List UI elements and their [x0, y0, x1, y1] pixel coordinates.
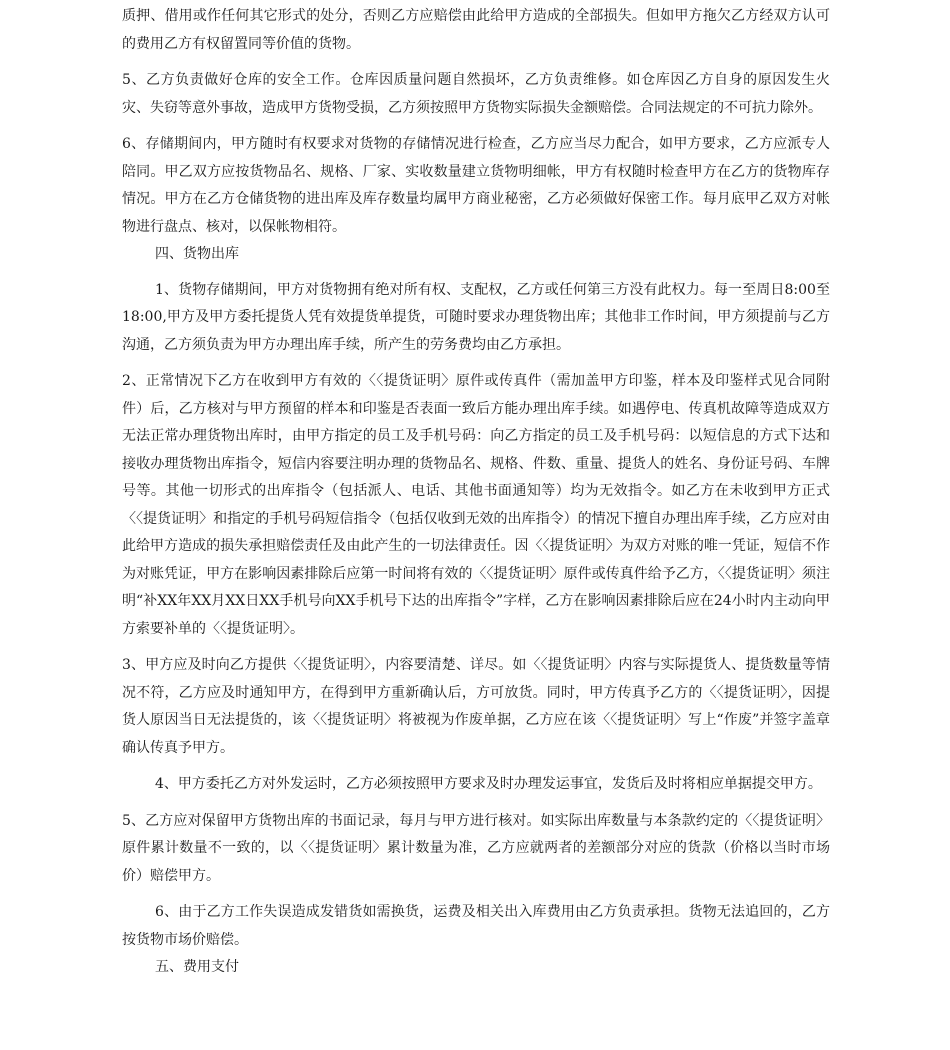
paragraph-outbound-5: 5、乙方应对保留甲方货物出库的书面记录，每月与甲方进行核对。如实际出库数量与本条款约定的〈〈提货证明〉原件累计数量不一致的，以〈〈提货证明〉累计数量为准，乙方应就两者的差额部分对应的货款（价格以当时市场价）赔偿甲方。 — [122, 812, 830, 884]
paragraph-continuation: 质押、借用或作任何其它形式的处分，否则乙方应赔偿由此给甲方造成的全部损失。但如甲方拖欠乙方经双方认可的费用乙方有权留置同等价值的货物。 — [122, 8, 830, 52]
section-heading-payment: 五、费用支付 — [155, 959, 239, 975]
paragraph-outbound-6: 6、由于乙方工作失误造成发错货如需换货，运费及相关出入库费用由乙方负责承担。货物无法追回的，乙方按货物市场价赔偿。 — [122, 904, 830, 948]
paragraph-outbound-1: 1、货物存储期间，甲方对货物拥有绝对所有权、支配权，乙方或任何第三方没有此权力。每一至周日8:00至18:00,甲方及甲方委托提货人凭有效提货单提货，可随时要求办理货物出库；其他非工作时间，甲方须提前与乙方沟通，乙方须负责为甲方办理出库手续，所产生的劳务费均由乙方承担。 — [122, 281, 830, 353]
paragraph-outbound-2: 2、正常情况下乙方在收到甲方有效的〈〈提货证明〉原件或传真件（需加盖甲方印鉴，样本及印鉴样式见合同附件）后，乙方核对与甲方预留的样本和印鉴是否表面一致后方能办理出库手续。如遇停电、传真机故障等造成双方无法正常办理货物出库时，由甲方指定的员工及手机号码：向乙方指定的员工及手机号码：以短信息的方式下达和接收办理货物出库指令，短信内容要注明办理的货物品名、规格、件数、重量、提货人的姓名、身份证号码、车牌号等。其他一切形式的出库指令（包括派人、电话、其他书面通知等）均为无效指令。如乙方在未收到甲方正式〈〈提货证明〉和指定的手机号码短信指令（包括仅收到无效的出库指令）的情况下擅自办理出库手续，乙方应对由此给甲方造成的损失承担赔偿责任及由此产生的一切法律责任。因〈〈提货证明〉为双方对账的唯一凭证，短信不作为对账凭证，甲方在影响因素排除后应第一时间将有效的〈〈提货证明〉原件或传真件给予乙方，〈〈提货证明〉须注明“补XX年XX月XX日XX手机号向XX手机号下达的出库指令”字样，乙方在影响因素排除后应在24小时内主动向甲方索要补单的〈〈提货证明〉。 — [122, 373, 830, 637]
paragraph-outbound-3: 3、甲方应及时向乙方提供〈〈提货证明〉，内容要清楚、详尽。如〈〈提货证明〉内容与实际提货人、提货数量等情况不符，乙方应及时通知甲方，在得到甲方重新确认后，方可放货。同时，甲方传真予乙方的〈〈提货证明〉，因提货人原因当日无法提货的，该〈〈提货证明〉将被视为作废单据，乙方应在该〈〈提货证明〉写上“作废”并签字盖章确认传真予甲方。 — [122, 657, 830, 756]
paragraph-clause-6-inspection: 6、存储期间内，甲方随时有权要求对货物的存储情况进行检查，乙方应当尽力配合，如甲方要求，乙方应派专人陪同。甲乙双方应按货物品名、规格、厂家、实收数量建立货物明细帐，甲方有权随时检查甲方在乙方的货物库存情况。甲方在乙方仓储货物的进出库及库存数量均属甲方商业秘密，乙方必须做好保密工作。每月底甲乙双方对帐物进行盘点、核对，以保帐物相符。 — [122, 136, 830, 235]
paragraph-outbound-4: 4、甲方委托乙方对外发运时，乙方必须按照甲方要求及时办理发运事宜，发货后及时将相应单据提交甲方。 — [155, 776, 822, 792]
paragraph-clause-5-safety: 5、乙方负责做好仓库的安全工作。仓库因质量问题自然损坏，乙方负责维修。如仓库因乙方自身的原因发生火灾、失窃等意外事故，造成甲方货物受损，乙方须按照甲方货物实际损失金额赔偿。合同法规定的不可抗力除外。 — [122, 72, 830, 116]
section-heading-outbound: 四、货物出库 — [155, 246, 239, 262]
document-page — [122, 0, 830, 982]
